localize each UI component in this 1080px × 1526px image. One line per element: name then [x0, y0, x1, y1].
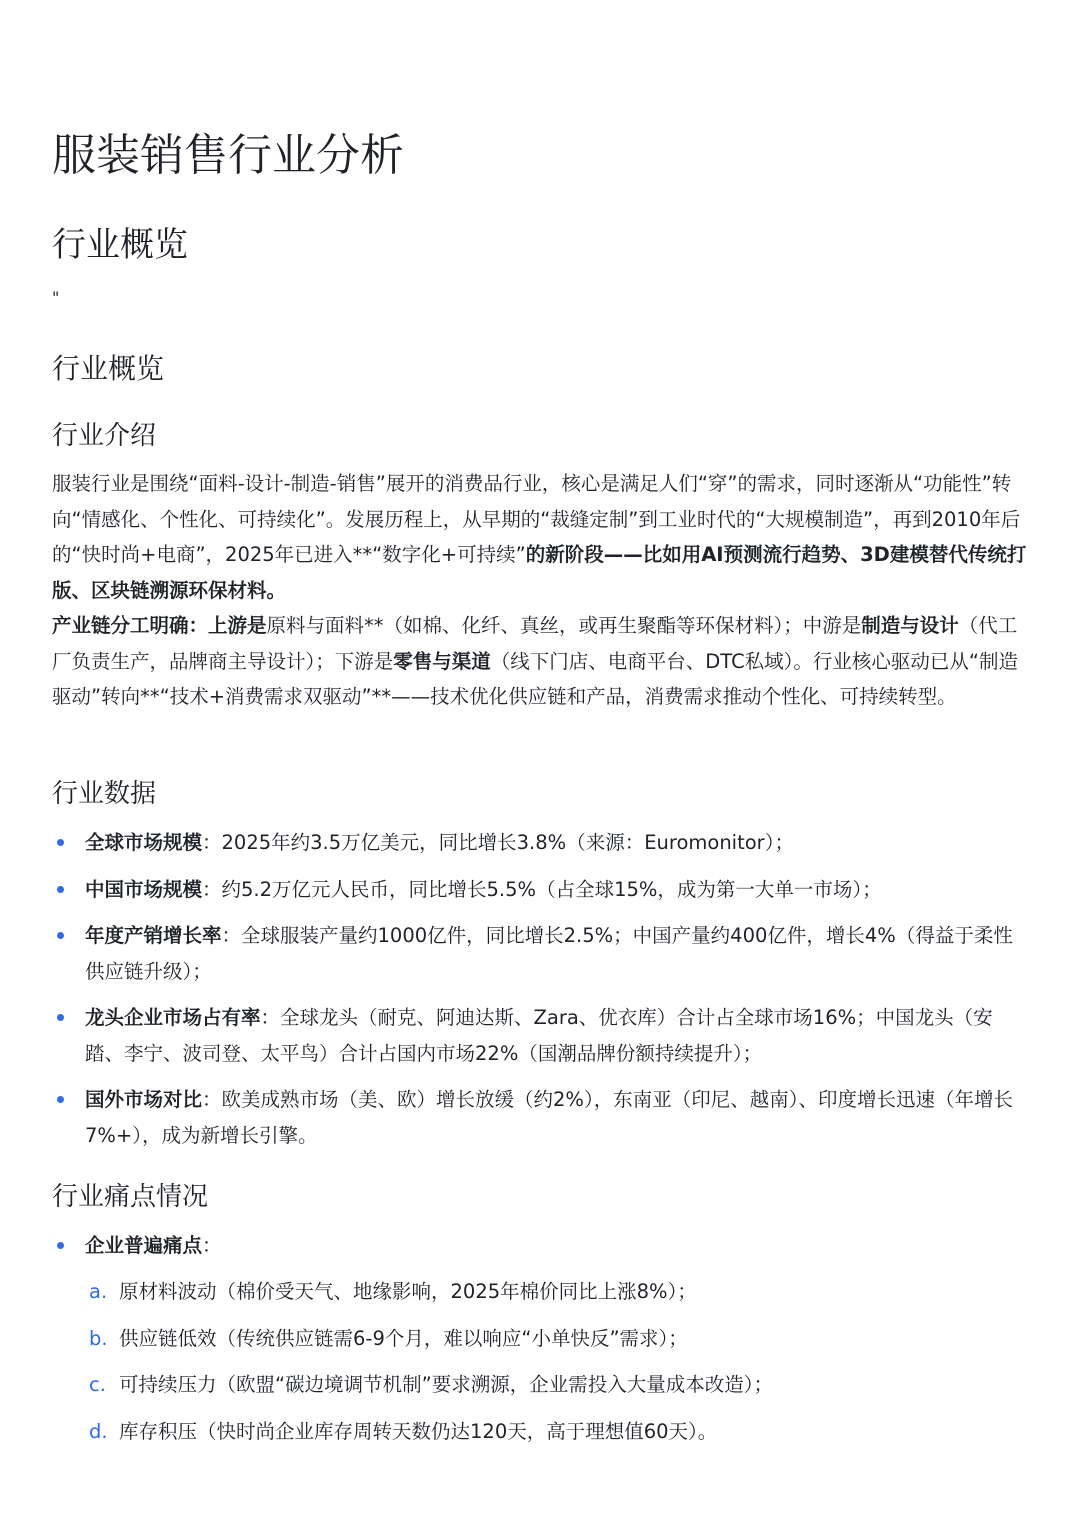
sublist-item-text: 可持续压力（欧盟“碳边境调节机制”要求溯源，企业需投入大量成本改造）； [119, 1373, 773, 1396]
sublist-marker: b. [89, 1326, 108, 1350]
page-title: 服装销售行业分析 [52, 130, 404, 181]
intro-heading: 行业介绍 [52, 421, 157, 451]
intro-p1-bold: 的新阶段——比如用AI预测流行趋势、3D建模替代传统打版、区块链溯源环保材料。 [52, 543, 1027, 602]
list-item [52, 872, 1028, 908]
intro-paragraph-2 [52, 608, 1028, 715]
pain-heading: 行业痛点情况 [52, 1182, 209, 1212]
pain-list [52, 1228, 1028, 1275]
list-item-text: ：全球龙头（耐克、阿迪达斯、Zara、优衣库）合计占全球市场16%；中国龙头（安踏、李宁、波司登、太平鸟）合计占国内市场22%（国潮品牌份额持续提升）； [85, 1006, 993, 1065]
intro-p2-bold-2: 制造与设计 [861, 614, 959, 637]
sublist-marker: a. [89, 1280, 108, 1303]
sublist-marker: d. [89, 1419, 108, 1443]
section-heading-overview: 行业概览 [52, 225, 188, 265]
list-item-text: ：全球服装产量约1000亿件，同比增长2.5%；中国产量约400亿件，增长4%（得益于柔性供应链升级）； [85, 924, 1013, 983]
list-item-text: ：约5.2万亿元人民币，同比增长5.5%（占全球15%，成为第一大单一市场）； [202, 877, 882, 901]
list-item [52, 918, 1028, 989]
bullet-dot-icon [57, 886, 64, 893]
list-item-text: ：欧美成熟市场（美、欧）增长放缓（约2%），东南亚（印尼、越南）、印度增长迅速（年增长7%+），成为新增长引擎。 [85, 1088, 1013, 1147]
sublist-item-text: 原材料波动（棉价受天气、地缘影响，2025年棉价同比上涨8%）； [119, 1280, 697, 1303]
list-item-text: ：2025年约3.5万亿美元，同比增长3.8%（来源：Euromonitor）； [202, 831, 794, 854]
list-item-label: 年度产销增长率 [85, 924, 222, 947]
subsection-heading-overview: 行业概览 [52, 352, 165, 385]
list-item [52, 1000, 1028, 1071]
bullet-dot-icon [57, 839, 64, 846]
bullet-dot-icon [57, 1014, 64, 1021]
intro-p1-text: 服装行业是围绕“面料-设计-制造-销售”展开的消费品行业，核心是满足人们“穿”的需求，同时逐渐从“功能性”转向“情感化、个性化、可持续化”。发展历程上，从早期的“裁缝定制”到工业时代的“大规模制造”，再到2010年后的“快时尚+电商”，2025年已进入**“数字化+可持续” [52, 472, 1021, 566]
intro-paragraph-1 [52, 466, 1028, 608]
list-item [52, 825, 1028, 861]
bullet-dot-icon [57, 932, 64, 939]
list-item-suffix: ： [202, 1234, 222, 1257]
sublist-marker: c. [89, 1373, 106, 1396]
sublist-item [89, 1367, 1029, 1403]
sublist-item-text: 库存积压（快时尚企业库存周转天数仍达120天，高于理想值60天）。 [119, 1419, 718, 1443]
sublist-item [89, 1414, 1029, 1450]
list-item-label: 企业普遍痛点 [85, 1234, 203, 1257]
list-item [52, 1228, 1028, 1264]
data-heading: 行业数据 [52, 779, 157, 809]
sublist-item-text: 供应链低效（传统供应链需6-9个月，难以响应“小单快反”需求）； [119, 1326, 688, 1350]
pain-sublist [89, 1274, 1029, 1460]
intro-p2-text-2: （代工厂负责生产，品牌商主导设计）；下游是 [52, 614, 1018, 673]
sublist-item [89, 1321, 1029, 1357]
intro-p2-text-3: （线下门店、电商平台、DTC私域）。行业核心驱动已从“制造驱动”转向**“技术+消费需求双驱动”**——技术优化供应链和产品，消费需求推动个性化、可持续转型。 [52, 649, 1019, 708]
intro-p2-bold-1: 产业链分工明确：上游是 [52, 614, 267, 637]
bullet-dot-icon [57, 1096, 64, 1103]
data-list [52, 825, 1028, 1164]
list-item-label: 国外市场对比 [85, 1088, 203, 1111]
sublist-item [89, 1274, 1029, 1310]
list-item [52, 1082, 1028, 1153]
stray-quote-mark: " [52, 288, 60, 307]
intro-p2-text-1: 原料与面料**（如棉、化纤、真丝，或再生聚酯等环保材料）；中游是 [266, 614, 862, 637]
bullet-dot-icon [57, 1242, 64, 1249]
list-item-label: 龙头企业市场占有率 [85, 1006, 261, 1029]
intro-p2-bold-3: 零售与渠道 [393, 649, 491, 673]
list-item-label: 中国市场规模 [85, 877, 203, 901]
list-item-label: 全球市场规模 [85, 831, 203, 854]
